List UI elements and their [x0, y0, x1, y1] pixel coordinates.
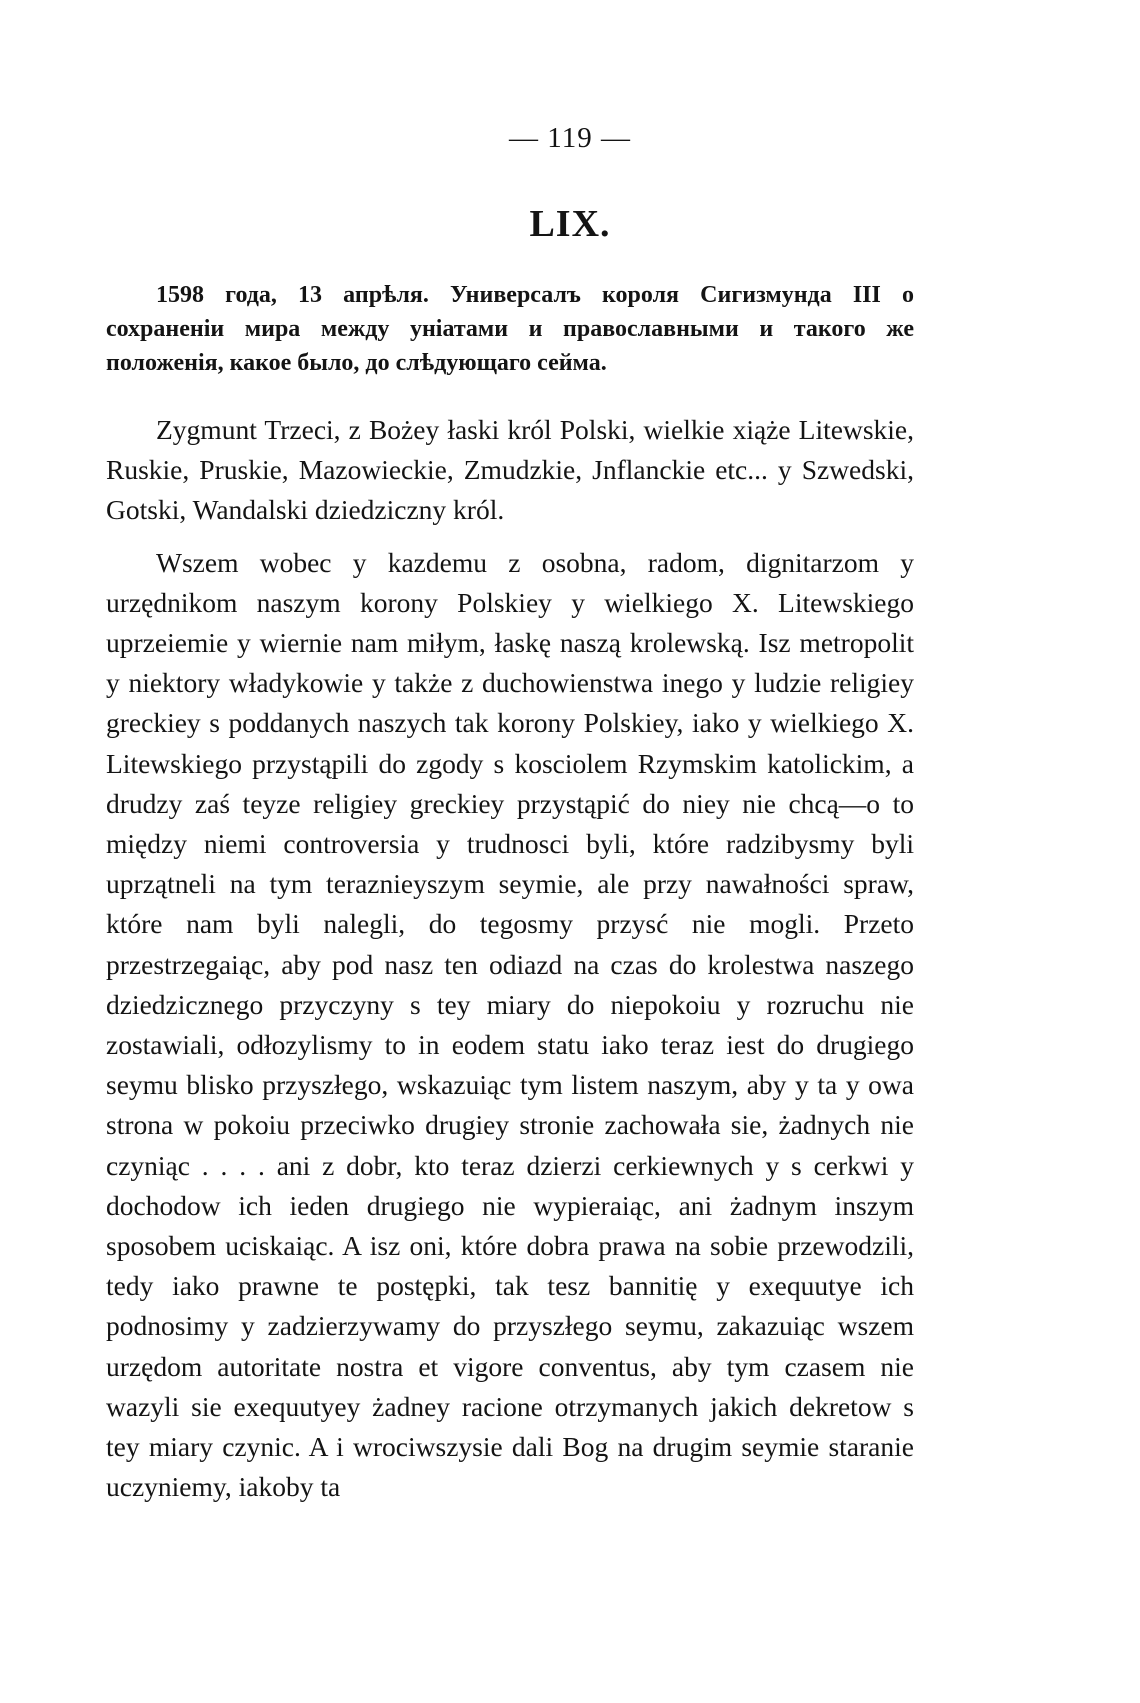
document-body: [106, 410, 914, 1519]
document-number-heading: LIX.: [529, 203, 611, 245]
body-paragraph-main: Wszem wobec y kazdemu z osobna, radom, dignitarzom y urzędnikom naszym korony Polskiey y wielkiego X. Litewskiego uprzeiemie y wiernie nam miłym, łaskę naszą krolewską. Isz metropolit y niektory władykowie y także z duchowienstwa inego y ludzie religiey greckiey s poddanych naszych tak korony Polskiey, iako y wielkiego X. Litewskiego przystąpili do zgody s kosciolem Rzymskim katolickim, a drudzy zaś teyze religiey greckiey przystąpić do niey nie chcą—o to między niemi controversia y trudnosci byli, które radzibysmy byli uprzątneli na tym teraznieyszym seymie, ale przy nawałności spraw, które nam byli nalegli, do tegosmy przysć nie mogli. Przeto przestrzegaiąc, aby pod nasz ten odiazd na czas do krolestwa naszego dziedzicznego przyczyny s tey miary do niepokoiu y rozruchu nie zostawiali, odłozylismy to in eodem statu iako teraz iest do drugiego seymu blisko przyszłego, wskazuiąc tym listem naszym, aby y ta y owa strona w pokoiu przeciwko drugiey stronie zachowała sie, żadnych nie czyniąc . . . . ani z dobr, kto teraz dzierzi cerkiewnych y s cerkwi y dochodow ich ieden drugiego nie wypieraiąc, ani żadnym inszym sposobem uciskaiąc. A isz oni, które dobra prawa na sobie przewodzili, tedy iako prawne te postępki, tak tesz bannitię y exequutye ich podnosimy y zadzierzywamy do przyszłego seymu, zakazuiąc wszem urzędom autoritate nostra et vigore conventus, aby tym czasem nie wazyli sie exequutyey żadney racione otrzymanych jakich dekretow s tey miary czynic. A i wrociwszysie dali Bog na drugim seymie staranie uczyniemy, iakoby ta: [106, 546, 914, 1503]
body-paragraph-intitulatio: Zygmunt Trzeci, z Bożey łaski król Polski, wielkie xiąże Litewskie, Ruskie, Pruskie, Mazowieckie, Zmudzkie, Jnflanckie etc... y Szwedski, Gotski, Wandalski dziedziczny król.: [106, 414, 914, 526]
document-summary: 1598 года, 13 апрѣля. Универсалъ короля Сигизмунда III о сохраненіи мира между уніатами и православными и такого же положенія, какое было, до слѣдующаго сейма.: [106, 282, 914, 376]
page-number: — 119 —: [509, 122, 631, 154]
